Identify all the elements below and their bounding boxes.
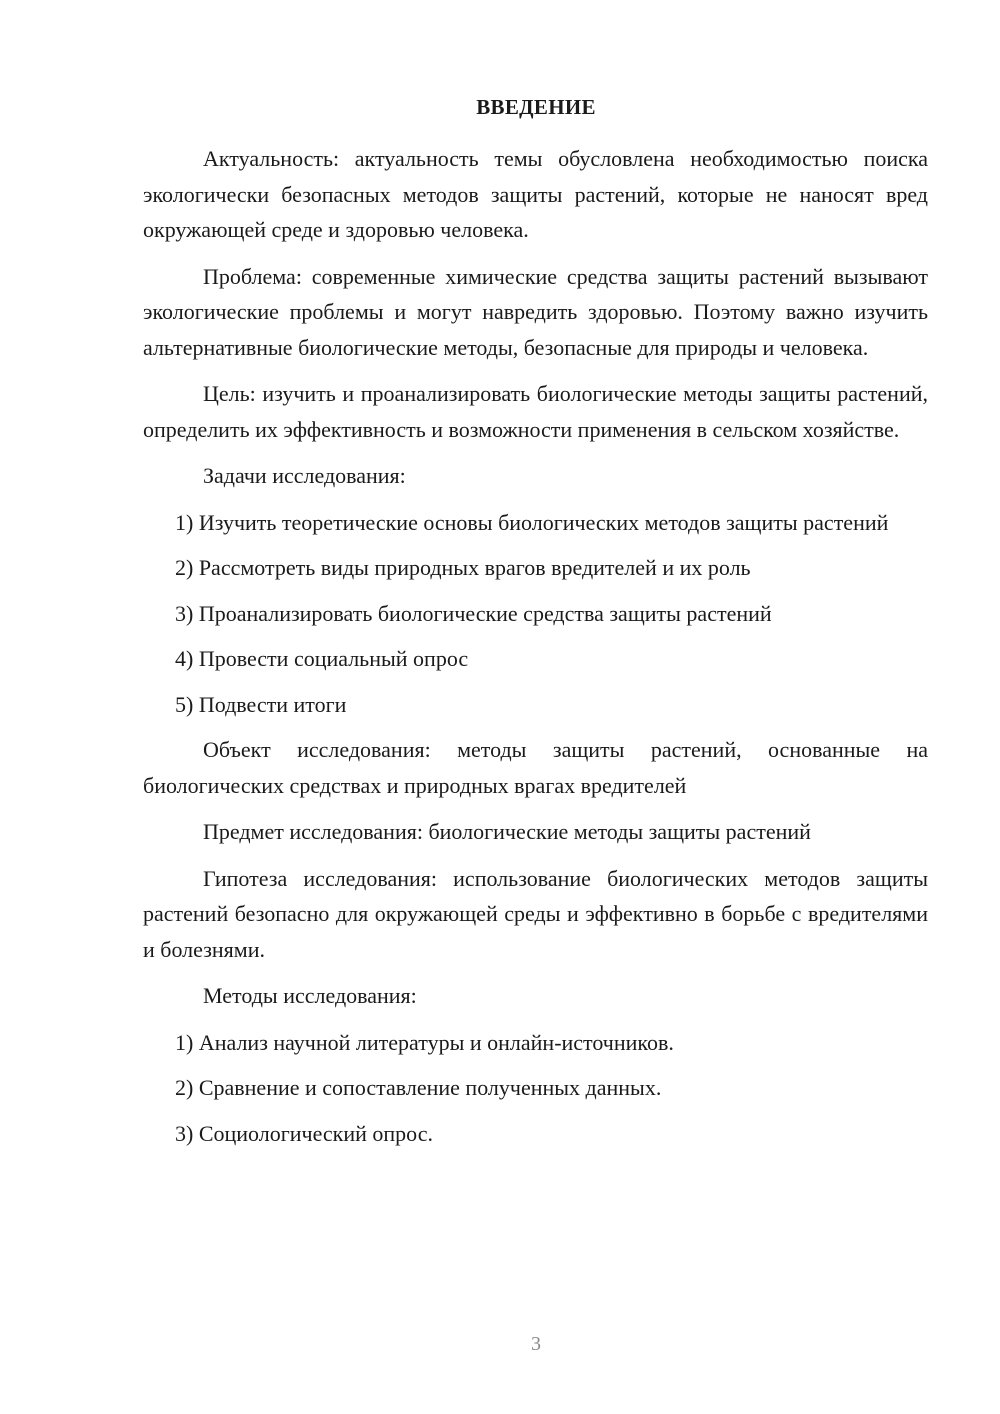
- relevance-paragraph: Актуальность: актуальность темы обусловлена необходимостью поиска экологически безопасных методов защиты растений, которые не наносят вред окружающей среде и здоровью человека.: [143, 146, 928, 242]
- subject-paragraph: Предмет исследования: биологические методы защиты растений: [203, 819, 811, 844]
- page-number: 3: [531, 1333, 541, 1355]
- hypothesis-paragraph: Гипотеза исследования: использование биологических методов защиты растений безопасно для окружающей среды и эффективно в борьбе с вредителями и болезнями.: [143, 865, 928, 962]
- goal-paragraph: Цель: изучить и проанализировать биологические методы защиты растений, определить их эффективность и возможности применения в сельском хозяйстве.: [143, 381, 928, 442]
- page-body: [143, 141, 928, 1161]
- list-item: 5) Подвести итоги: [175, 691, 347, 717]
- list-item: 2) Сравнение и сопоставление полученных данных.: [175, 1075, 662, 1100]
- list-item: 4) Провести социальный опрос: [175, 646, 469, 671]
- list-item: 1) Анализ научной литературы и онлайн-источников.: [175, 1029, 674, 1055]
- methods-list: [143, 1025, 928, 1152]
- tasks-list: [143, 505, 928, 723]
- section-title: ВВЕДЕНИЕ: [476, 95, 596, 119]
- problem-paragraph: Проблема: современные химические средства защиты растений вызывают экологические проблемы и могут навредить здоровью. Поэтому важно изучить альтернативные биологические методы, безопасные для природы и человека.: [143, 263, 928, 360]
- tasks-heading: Задачи исследования:: [203, 463, 406, 488]
- list-item: 2) Рассмотреть виды природных врагов вредителей и их роль: [175, 555, 751, 580]
- object-paragraph: Объект исследования: методы защиты растений, основанные на биологических средствах и природных врагах вредителей: [143, 737, 928, 798]
- list-item: 3) Проанализировать биологические средства защиты растений: [175, 600, 772, 626]
- list-item: 1) Изучить теоретические основы биологических методов защиты растений: [175, 509, 889, 535]
- methods-heading: Методы исследования:: [203, 983, 417, 1008]
- list-item: 3) Социологический опрос.: [175, 1120, 433, 1146]
